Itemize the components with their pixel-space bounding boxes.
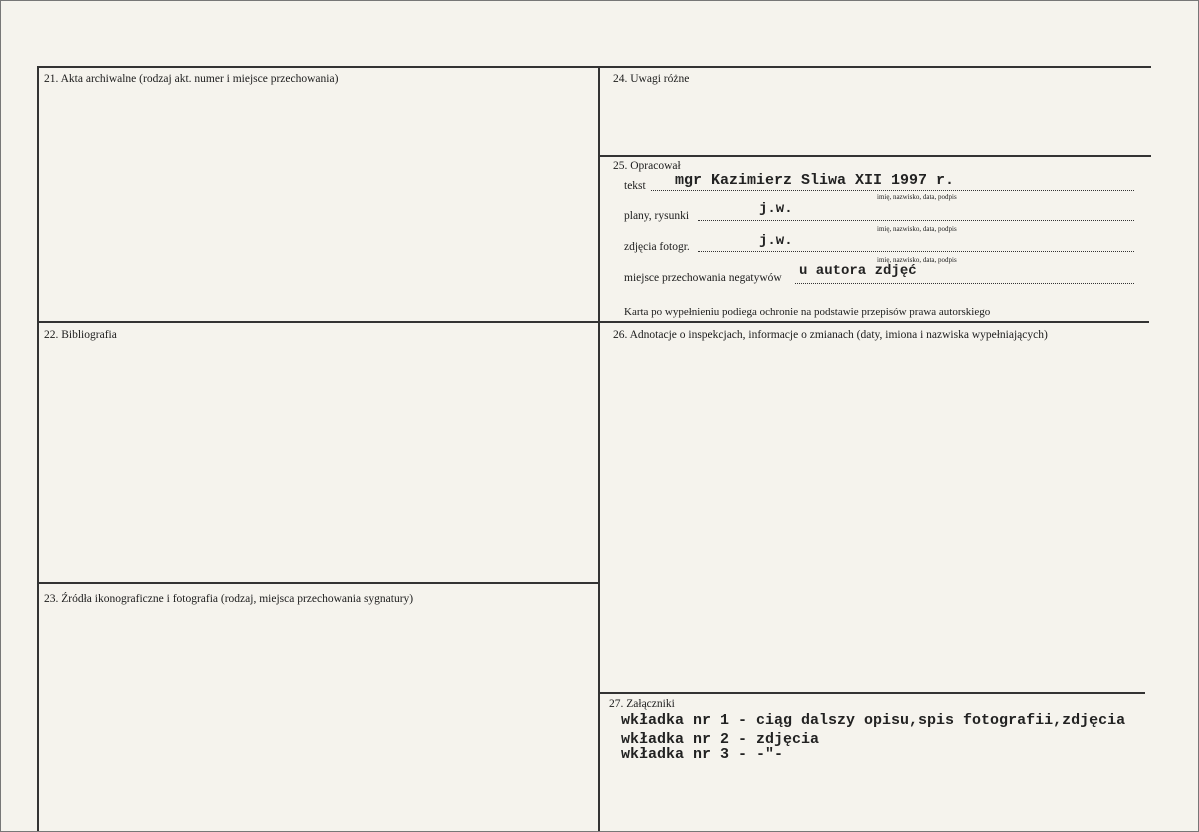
divider-26-27 — [600, 692, 1145, 694]
miejsce-value: u autora zdjęć — [799, 263, 917, 279]
plany-dotted-line — [698, 220, 1134, 221]
zdjecia-caption: imię, nazwisko, data, podpis — [877, 256, 957, 264]
copyright-note: Karta po wypełnieniu podiega ochronie na podstawie przepisów prawa autorskiego — [624, 306, 991, 318]
miejsce-label: miejsce przechowania negatywów — [624, 272, 782, 284]
divider-21-22 — [37, 321, 1149, 323]
divider-22-23 — [37, 582, 600, 584]
top-border-line — [37, 66, 1151, 68]
attachment-line-3: wkładka nr 3 - -"- — [621, 746, 784, 763]
plany-value: j.w. — [759, 201, 793, 217]
section-27-label: 27. Załączniki — [609, 698, 675, 710]
center-divider — [598, 66, 600, 831]
tekst-caption: imię, nazwisko, data, podpis — [877, 193, 957, 201]
section-24-label: 24. Uwagi różne — [613, 73, 690, 85]
zdjecia-dotted-line — [698, 251, 1134, 252]
plany-caption: imię, nazwisko, data, podpis — [877, 225, 957, 233]
divider-24-25 — [600, 155, 1151, 157]
left-border-line — [37, 66, 39, 831]
tekst-dotted-line — [651, 190, 1134, 191]
section-22-label: 22. Bibliografia — [44, 329, 117, 341]
section-21-label: 21. Akta archiwalne (rodzaj akt. numer i miejsce przechowania) — [44, 73, 339, 85]
section-25-label: 25. Opracował — [613, 160, 681, 172]
tekst-label: tekst — [624, 180, 646, 192]
miejsce-dotted-line — [795, 283, 1134, 284]
zdjecia-label: zdjęcia fotogr. — [624, 241, 690, 253]
attachment-line-1: wkładka nr 1 - ciąg dalszy opisu,spis fotografii,zdjęcia — [621, 712, 1126, 729]
section-23-label: 23. Źródła ikonograficzne i fotografia (rodzaj, miejsca przechowania sygnatury) — [44, 593, 414, 605]
plany-label: plany, rysunki — [624, 210, 690, 222]
section-26-label: 26. Adnotacje o inspekcjach, informacje o zmianach (daty, imiona i nazwiska wypełniających) — [613, 329, 1048, 341]
attachment-line-2: wkładka nr 2 - zdjęcia — [621, 731, 820, 748]
zdjecia-value: j.w. — [759, 233, 793, 249]
tekst-value: mgr Kazimierz Sliwa XII 1997 r. — [675, 172, 955, 189]
